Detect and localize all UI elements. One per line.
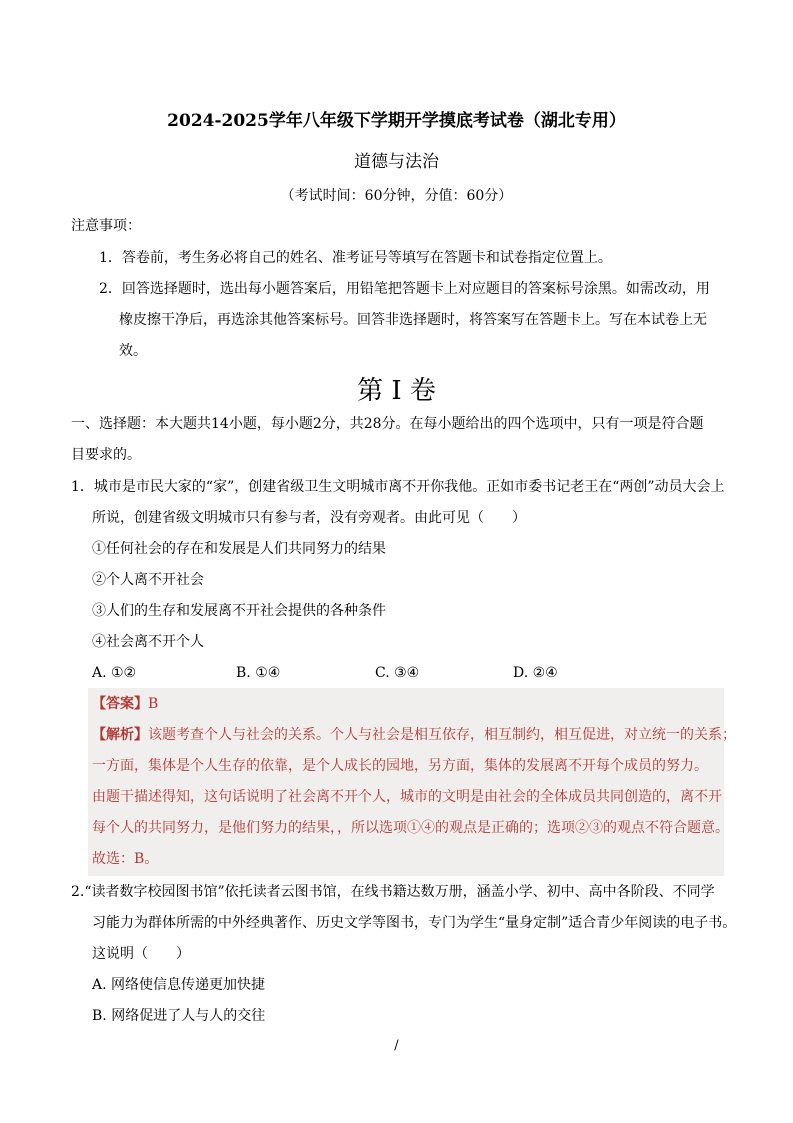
- section-instruction-line-2: 目要求的。: [71, 447, 141, 463]
- analysis-tag: 【解析】: [92, 727, 148, 743]
- q2-stem-line-2: 习能力为群体所需的中外经典著作、历史文学等图书，专门为学生“量身定制”适合青少年阅读的电子书。: [92, 915, 737, 931]
- q1-analysis-line-1: [92, 725, 736, 745]
- q1-option-c: C. ③④: [375, 665, 420, 681]
- subject-title: 道德与法治: [354, 152, 439, 172]
- notice-item-2-line-2: 橡皮擦干净后，再选涂其他答案标号。回答非选择题时，将答案写在答题卡上。写在本试卷上无: [119, 312, 707, 328]
- analysis-text: 该题考查个人与社会的关系。个人与社会是相互依存，相互制约，相互促进，对立统一的关系；: [148, 727, 736, 743]
- q1-statement-1: ①任何社会的存在和发展是人们共同努力的结果: [92, 541, 386, 557]
- q1-statement-3: ③人们的生存和发展离不开社会提供的各种条件: [92, 603, 386, 619]
- section-instruction-line-1: 一、选择题：本大题共14小题，每小题2分，共28分。在每小题给出的四个选项中，只有一项是符合题: [71, 416, 704, 432]
- q1-option-b: B. ①④: [236, 665, 281, 681]
- notice-item-2-line-1: 2．回答选择题时，选出每小题答案后，用铅笔把答题卡上对应题目的答案标号涂黑。如需改动，用: [99, 281, 710, 297]
- notice-item-1: 1．答卷前，考生务必将自己的姓名、准考证号等填写在答题卡和试卷指定位置上。: [99, 250, 612, 266]
- volume-heading: 第 I 卷: [357, 376, 436, 406]
- q1-answer-analysis-box: [88, 688, 724, 876]
- q2-option-a: A. 网络使信息传递更加快捷: [92, 977, 266, 993]
- page-number: /: [394, 1038, 399, 1053]
- q1-statement-4: ④社会离不开个人: [92, 634, 204, 650]
- q1-option-d: D. ②④: [513, 665, 558, 681]
- notice-heading: 注意事项：: [71, 218, 141, 234]
- q2-stem-line-3: 这说明（ ）: [92, 946, 190, 962]
- q1-answer: [92, 694, 158, 714]
- exam-info: （考试时间：60分钟，分值：60分）: [280, 188, 513, 204]
- q1-analysis-line-2: 一方面，集体是个人生存的依靠，是个人成长的园地，另方面，集体的发展离不开每个成员的努力。: [92, 758, 708, 774]
- answer-value: B: [148, 696, 159, 712]
- q1-statement-2: ②个人离不开社会: [92, 572, 204, 588]
- exam-title: 2024-2025学年八年级下学期开学摸底考试卷（湖北专用）: [167, 111, 626, 131]
- q2-stem-line-1: 2.“读者数字校园图书馆”依托读者云图书馆，在线书籍达数万册，涵盖小学、初中、高中各阶段、不同学: [71, 884, 715, 900]
- q1-analysis-line-5: 故选：B。: [92, 851, 159, 867]
- q1-analysis-line-3: 由题干描述得知，这句话说明了社会离不开个人，城市的文明是由社会的全体成员共同创造的，离不开: [92, 789, 722, 805]
- notice-item-2-line-3: 效。: [119, 343, 147, 359]
- q1-stem-line-2: 所说，创建省级文明城市只有参与者，没有旁观者。由此可见（ ）: [92, 510, 526, 526]
- q1-analysis-line-4: 每个人的共同努力，是他们努力的结果，，所以选项①④的观点是正确的；选项②③的观点不符合题意。: [92, 820, 729, 836]
- q2-option-b: B. 网络促进了人与人的交往: [92, 1008, 266, 1024]
- q1-option-a: A. ①②: [92, 665, 137, 681]
- q1-stem-line-1: 1．城市是市民大家的“家”，创建省级卫生文明城市离不开你我他。正如市委书记老王在“两创”动员大会上: [71, 479, 725, 495]
- answer-tag: 【答案】: [92, 696, 148, 712]
